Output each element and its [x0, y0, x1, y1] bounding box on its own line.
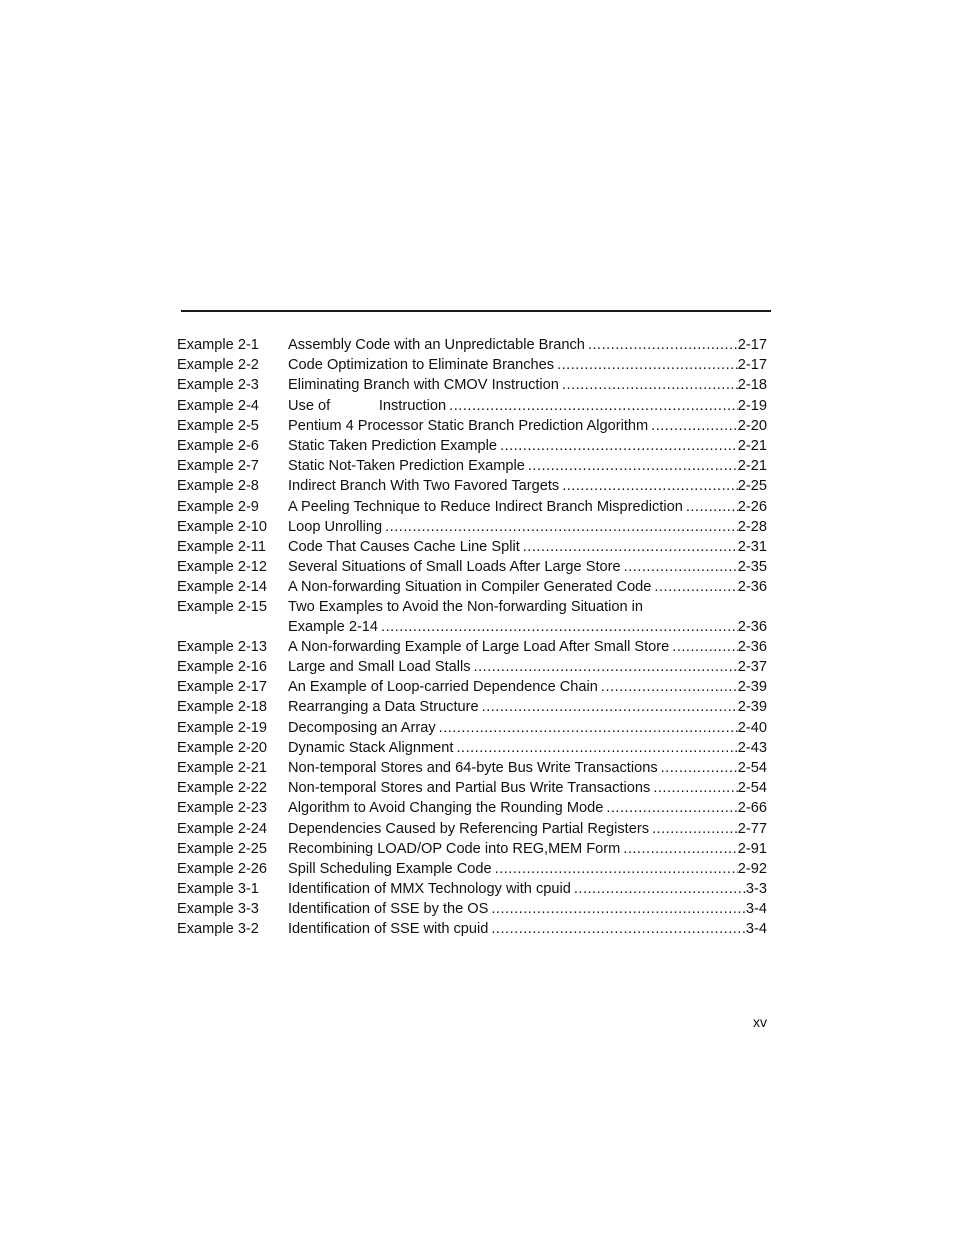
toc-entry-page: 2-25 [737, 478, 767, 495]
toc-entry-page: 3-4 [745, 901, 767, 918]
toc-entry-title: Dynamic Stack Alignment [288, 739, 454, 756]
toc-entry-page: 2-36 [737, 579, 767, 596]
toc-entry-label: Example 2-6 [177, 437, 259, 454]
toc-entry[interactable] [177, 657, 767, 677]
toc-entry-label: Example 2-11 [177, 538, 266, 555]
toc-entry-title: Identification of SSE by the OS [288, 901, 489, 918]
dot-leader [382, 517, 738, 537]
toc-entry[interactable] [177, 798, 767, 818]
toc-entry-label: Example 2-22 [177, 780, 268, 797]
toc-entry-title: Code That Causes Cache Line Split [288, 538, 520, 555]
toc-entry-title: Large and Small Load Stalls [288, 659, 471, 676]
toc-entry-title: Decomposing an Array [288, 719, 436, 736]
toc-entry-label: Example 2-21 [177, 759, 268, 776]
toc-entry-page: 2-21 [737, 458, 767, 475]
toc-entry-page: 2-54 [737, 780, 767, 797]
toc-entry-page: 2-17 [737, 337, 767, 353]
toc-entry-page: 2-77 [737, 820, 767, 837]
toc-entry-title: Algorithm to Avoid Changing the Rounding Mode [288, 800, 604, 817]
toc-entry-label: Example 3-3 [177, 901, 259, 918]
dot-leader [603, 798, 737, 818]
toc-entry-title: A Non-forwarding Situation in Compiler Generated Code [288, 579, 652, 596]
dot-leader [492, 859, 738, 879]
toc-entry-page: 2-92 [737, 860, 767, 877]
dot-leader [488, 899, 746, 919]
dot-leader [471, 657, 738, 677]
toc-entry-label: Example 2-9 [177, 498, 259, 515]
dot-leader [559, 375, 738, 395]
toc-entry[interactable] [177, 355, 767, 375]
toc-entry-title: Spill Scheduling Example Code [288, 860, 492, 877]
toc-entry-page: 2-36 [737, 638, 767, 655]
dot-leader [649, 819, 738, 839]
toc-entry-label: Example 2-24 [177, 820, 268, 837]
toc-entry-title: Use of Instruction [288, 397, 447, 414]
toc-entry-label: Example 2-10 [177, 518, 268, 535]
toc-entry-label: Example 3-1 [177, 881, 259, 898]
toc-entry-title: Non-temporal Stores and Partial Bus Write Transactions [288, 780, 651, 797]
toc-entry[interactable] [177, 758, 767, 778]
toc-entry-label: Example 3-2 [177, 921, 259, 938]
dot-leader [648, 416, 738, 436]
toc-entry[interactable] [177, 476, 767, 496]
toc-entry-page: 2-28 [737, 518, 767, 535]
dot-leader [525, 456, 738, 476]
toc-entry-title: Assembly Code with an Unpredictable Branch [288, 337, 585, 353]
dot-leader [520, 537, 738, 557]
toc-entry-page: 2-26 [737, 498, 767, 515]
toc-entry-label: Example 2-16 [177, 659, 268, 676]
toc-entry[interactable] [177, 396, 767, 416]
toc-entry[interactable] [177, 537, 767, 557]
toc-entry-label: Example 2-1 [177, 337, 259, 353]
toc-entry[interactable] [177, 697, 767, 717]
toc-entry-page: 2-39 [737, 679, 767, 696]
toc-entry-title: Rearranging a Data Structure [288, 699, 479, 716]
toc-entry-label: Example 2-3 [177, 377, 259, 394]
toc-entry-title: Static Not-Taken Prediction Example [288, 458, 525, 475]
dot-leader [658, 758, 738, 778]
page-number: xv [753, 1014, 767, 1030]
toc-entry[interactable] [177, 577, 767, 597]
toc-entry-label: Example 2-18 [177, 699, 268, 716]
toc-entry[interactable] [177, 778, 767, 798]
dot-leader [650, 778, 737, 798]
toc-entry-label: Example 2-15 [177, 599, 268, 616]
toc-entry[interactable] [177, 819, 767, 839]
toc-entry-title: Eliminating Branch with CMOV Instruction [288, 377, 559, 394]
toc-entry-page: 3-3 [745, 881, 767, 898]
toc-entry-label: Example 2-14 [177, 579, 268, 596]
toc-entry-title: Static Taken Prediction Example [288, 437, 498, 454]
toc-entry-page: 2-18 [737, 377, 767, 394]
dot-leader [488, 919, 746, 939]
dot-leader [598, 677, 738, 697]
list-of-examples [177, 335, 767, 940]
dot-leader [497, 436, 738, 456]
toc-entry-page: 3-4 [745, 921, 767, 938]
toc-entry-title: Loop Unrolling [288, 518, 383, 535]
toc-entry[interactable] [177, 456, 767, 476]
toc-entry[interactable] [177, 637, 767, 657]
toc-entry-label: Example 2-8 [177, 478, 259, 495]
toc-entry[interactable] [177, 738, 767, 758]
dot-leader [585, 335, 738, 355]
toc-entry[interactable] [177, 879, 767, 899]
toc-entry-label: Example 2-23 [177, 800, 268, 817]
toc-entry[interactable] [177, 718, 767, 738]
toc-entry-label: Example 2-5 [177, 417, 259, 434]
dot-leader [378, 618, 738, 637]
toc-entry-title: Identification of MMX Technology with cpuid [288, 881, 571, 898]
toc-entry-page: 2-35 [737, 559, 767, 576]
dot-leader [453, 738, 737, 758]
toc-entry-label: Example 2-2 [177, 357, 259, 374]
toc-entry-title: Identification of SSE with cpuid [288, 921, 489, 938]
toc-entry-title: Several Situations of Small Loads After Large Store [288, 559, 621, 576]
toc-entry[interactable] [177, 557, 767, 577]
toc-entry-title: A Non-forwarding Example of Large Load After Small Store [288, 638, 670, 655]
toc-entry[interactable] [177, 839, 767, 859]
toc-entry-title: Pentium 4 Processor Static Branch Prediction Algorithm [288, 417, 649, 434]
toc-entry-label: Example 2-13 [177, 638, 268, 655]
toc-entry-page: 2-54 [737, 759, 767, 776]
toc-entry-label: Example 2-17 [177, 679, 268, 696]
dot-leader [554, 355, 738, 375]
toc-entry-title: A Peeling Technique to Reduce Indirect Branch Misprediction [288, 498, 683, 515]
toc-entry[interactable] [177, 517, 767, 537]
toc-entry-title: Indirect Branch With Two Favored Targets [288, 478, 560, 495]
toc-entry[interactable] [177, 497, 767, 517]
dot-leader [479, 697, 738, 717]
toc-entry[interactable] [177, 597, 767, 636]
toc-entry-title: Code Optimization to Eliminate Branches [288, 357, 555, 374]
toc-entry[interactable] [177, 375, 767, 395]
toc-entry-title: Non-temporal Stores and 64-byte Bus Write Transactions [288, 759, 658, 776]
toc-entry-title: Recombining LOAD/OP Code into REG,MEM Form [288, 840, 621, 857]
dot-leader [683, 497, 738, 517]
toc-entry-page: 2-66 [737, 800, 767, 817]
dot-leader [436, 718, 738, 738]
toc-entry-page: 2-40 [737, 719, 767, 736]
toc-entry-label: Example 2-26 [177, 860, 268, 877]
toc-entry[interactable] [177, 919, 767, 939]
header-rule [181, 310, 771, 312]
toc-entry-page: 2-31 [737, 538, 767, 555]
toc-entry-page: 2-20 [737, 417, 767, 434]
toc-entry[interactable] [177, 335, 767, 355]
toc-entry-title: An Example of Loop-carried Dependence Chain [288, 679, 598, 696]
toc-entry[interactable] [177, 899, 767, 919]
dot-leader [559, 476, 738, 496]
toc-entry[interactable] [177, 677, 767, 697]
toc-entry-label: Example 2-4 [177, 397, 259, 414]
toc-entry-page: 2-21 [737, 437, 767, 454]
toc-entry-label: Example 2-19 [177, 719, 268, 736]
dot-leader [621, 557, 738, 577]
dot-leader [669, 637, 738, 657]
toc-entry-page: 2-36 [737, 618, 767, 635]
toc-entry[interactable] [177, 859, 767, 879]
dot-leader [446, 396, 738, 416]
toc-entry-page: 2-43 [737, 739, 767, 756]
toc-entry-label: Example 2-25 [177, 840, 268, 857]
toc-entry-page: 2-19 [737, 397, 767, 414]
toc-entry-page: 2-37 [737, 659, 767, 676]
toc-entry-page: 2-39 [737, 699, 767, 716]
toc-entry-page: 2-91 [737, 840, 767, 857]
toc-entry-title: Dependencies Caused by Referencing Partial Registers [288, 820, 649, 837]
toc-entry[interactable] [177, 416, 767, 436]
dot-leader [620, 839, 738, 859]
toc-entry-label: Example 2-20 [177, 739, 268, 756]
dot-leader [571, 879, 746, 899]
toc-entry-label: Example 2-7 [177, 458, 259, 475]
toc-entry-title: Two Examples to Avoid the Non-forwarding Situation in [288, 599, 644, 616]
toc-entry-label: Example 2-12 [177, 559, 268, 576]
toc-entry-title: Example 2-14 [288, 618, 379, 635]
toc-entry-page: 2-17 [737, 357, 767, 374]
dot-leader [651, 577, 737, 597]
toc-entry[interactable] [177, 436, 767, 456]
